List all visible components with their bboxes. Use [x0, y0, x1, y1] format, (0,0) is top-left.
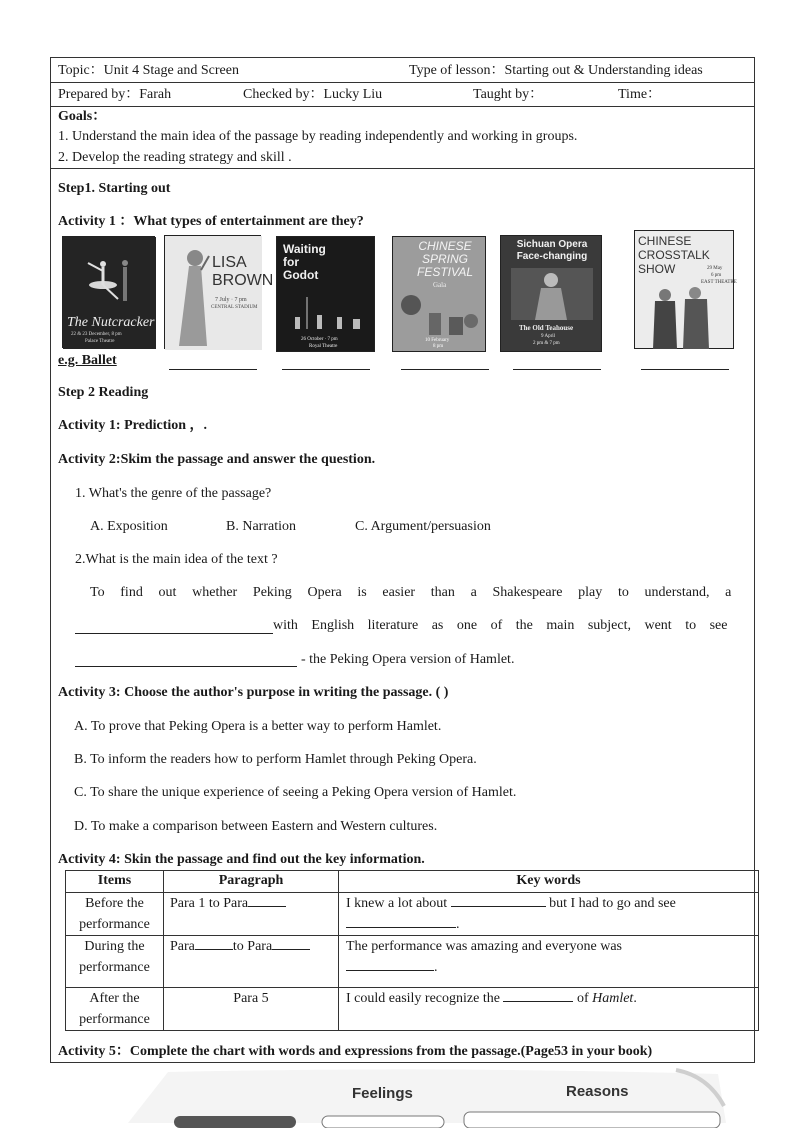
poster-date: 22 & 23 December, 8 pm: [71, 332, 122, 337]
paragraph-cell: [164, 936, 339, 988]
keywords-text: of: [576, 991, 589, 1006]
table-header-row: [66, 871, 759, 893]
keywords-text: .: [633, 991, 637, 1006]
poster-venue: EAST THEATRE: [701, 280, 737, 285]
keywords-cell: [339, 988, 759, 1031]
topic-text: Topic：Unit 4 Stage and Screen: [58, 63, 239, 78]
keywords-cell: [339, 936, 759, 988]
checked-by-text: Checked by：Lucky Liu: [243, 87, 383, 102]
poster-title: LISA BROWN: [212, 254, 274, 289]
answer-blank[interactable]: [75, 633, 273, 634]
poster-venue: Palace Theatre: [85, 339, 115, 344]
item-line: During the: [84, 939, 145, 954]
item-line: Before the: [85, 896, 144, 911]
paragraph-cell: [164, 988, 339, 1031]
paragraph-text: Para: [170, 939, 195, 954]
option[interactable]: C. To share the unique experience of seeing a Peking Opera version of Hamlet.: [74, 785, 517, 800]
divider: [51, 82, 754, 83]
poster-date: 9 April: [541, 334, 556, 339]
poster-venue: Royal Theatre: [309, 344, 338, 349]
main-idea-line: To find out whether Peking Opera is easier than a Shakespeare play to understand, a: [90, 585, 732, 600]
activity1-title: Activity 1 ：What types of entertainment are they?: [58, 214, 364, 229]
poster-title: Sichuan Opera Face-changing: [516, 239, 588, 262]
poster-date: 26 October · 7 pm: [301, 337, 338, 342]
keywords-text: I could easily recognize the: [346, 991, 500, 1006]
divider: [51, 106, 754, 107]
poster-date: 7 July · 7 pm: [215, 297, 247, 303]
answer-blank[interactable]: [75, 666, 297, 667]
main-idea-line: with English literature as one of the main subject, went to see: [273, 618, 728, 633]
answer-blank[interactable]: [503, 988, 573, 1002]
example-answer: e.g. Ballet: [58, 353, 117, 368]
activity-title: Activity 5：Complete the chart with words and expressions from the passage.(Page53 in your book): [58, 1044, 653, 1059]
step2-title: Step 2 Reading: [58, 385, 149, 400]
column-header: Items: [66, 871, 164, 893]
option[interactable]: A. To prove that Peking Opera is a better way to perform Hamlet.: [74, 719, 442, 734]
item-cell: [66, 893, 164, 936]
answer-blank[interactable]: [346, 914, 456, 928]
item-cell: [66, 936, 164, 988]
activity-title: Activity 4: Skin the passage and find out the key information.: [58, 852, 425, 867]
answer-blank[interactable]: [272, 936, 310, 950]
keywords-text: but I had to go and see: [549, 896, 676, 911]
question: 2.What is the main idea of the text ?: [75, 552, 278, 567]
keywords-italic: Hamlet: [592, 991, 634, 1006]
chart-feelings-label: Feelings: [352, 1085, 413, 1102]
worksheet-frame: [50, 57, 755, 1063]
table-row: [66, 988, 759, 1031]
option[interactable]: A. Exposition: [90, 519, 168, 534]
poster-time: 2 pm & 7 pm: [533, 341, 560, 346]
lion-dance-image: [393, 237, 487, 353]
chart-background: [128, 1066, 726, 1123]
lesson-type-text: Type of lesson：Starting out & Understanding ideas: [409, 63, 703, 78]
activity-title: Activity 2:Skim the passage and answer the question.: [58, 452, 376, 467]
option[interactable]: D. To make a comparison between Eastern and Western cultures.: [74, 819, 438, 834]
poster-title: CHINESE CROSSTALK SHOW: [638, 234, 710, 276]
activity-title: Activity 3: Choose the author's purpose in writing the passage. ( ): [58, 685, 449, 700]
item-line: performance: [79, 1012, 150, 1027]
item-line: performance: [79, 917, 150, 932]
answer-blank[interactable]: [401, 369, 489, 370]
key-info-table: [65, 870, 759, 1031]
poster-lisa-brown: [164, 235, 274, 349]
goals-title: Goals：: [58, 109, 107, 124]
poster-time: 6 pm: [711, 273, 722, 278]
keywords-text: .: [434, 960, 438, 975]
keywords-text: I knew a lot about: [346, 896, 448, 911]
option[interactable]: B. To inform the readers how to perform Hamlet through Peking Opera.: [74, 752, 477, 767]
keywords-text: .: [456, 917, 460, 932]
keywords-text: The performance was amazing and everyone was: [346, 939, 622, 954]
poster-sichuan-opera: [500, 235, 602, 352]
poster-venue: The Old Teahouse: [519, 324, 574, 332]
poster-waiting-for-godot: [276, 236, 375, 352]
stage-actors-image: [277, 237, 376, 353]
step1-title: Step1. Starting out: [58, 181, 171, 196]
poster-crosstalk: [634, 230, 737, 349]
item-line: After the: [89, 991, 140, 1006]
column-header: Paragraph: [164, 871, 339, 893]
question: 1. What's the genre of the passage?: [75, 486, 272, 501]
poster-time: 8 pm: [433, 344, 444, 349]
answer-blank[interactable]: [641, 369, 729, 370]
crosstalk-performers-image: [635, 231, 735, 350]
goal-item: 2. Develop the reading strategy and skill .: [58, 150, 292, 165]
time-text: Time：: [618, 87, 662, 102]
poster-title: The Nutcracker: [67, 315, 155, 330]
poster-title: CHINESE SPRING FESTIVAL: [416, 239, 474, 279]
divider: [51, 168, 754, 169]
feelings-reasons-chart-image: [128, 1066, 726, 1123]
table-row: [66, 936, 759, 988]
goal-item: 1. Understand the main idea of the passage by reading independently and working in groups.: [58, 129, 578, 144]
item-cell: [66, 988, 164, 1031]
poster-date: 10 February: [425, 338, 450, 343]
poster-title: Waiting for Godot: [283, 242, 326, 282]
answer-blank[interactable]: [451, 893, 546, 907]
paragraph-cell: [164, 893, 339, 936]
chart-reasons-label: Reasons: [566, 1083, 629, 1100]
answer-blank[interactable]: [513, 369, 601, 370]
answer-blank[interactable]: [195, 936, 233, 950]
poster-subtitle: Gala: [433, 281, 447, 289]
answer-blank[interactable]: [346, 957, 434, 971]
activity-title: Activity 1: Prediction ，.: [58, 418, 208, 433]
paragraph-text: to Para: [232, 939, 273, 954]
column-header: Key words: [339, 871, 759, 893]
answer-blank[interactable]: [248, 893, 286, 907]
option[interactable]: C. Argument/persuasion: [355, 519, 491, 534]
answer-blank[interactable]: [282, 369, 370, 370]
prepared-by-text: Prepared by：Farah: [58, 87, 172, 102]
poster-date: 29 May: [707, 266, 723, 271]
option[interactable]: B. Narration: [226, 519, 296, 534]
poster-venue: CENTRAL STADIUM: [211, 305, 258, 310]
poster-spring-festival: [392, 236, 486, 352]
paragraph-text: Para 1 to Para: [170, 896, 249, 911]
table-row: [66, 893, 759, 936]
keywords-cell: [339, 893, 759, 936]
paragraph-text: Para 5: [233, 991, 269, 1006]
main-idea-line: - the Peking Opera version of Hamlet.: [301, 652, 515, 667]
taught-by-text: Taught by：: [473, 87, 544, 102]
poster-nutcracker: [62, 236, 155, 348]
answer-blank[interactable]: [169, 369, 257, 370]
item-line: performance: [79, 960, 150, 975]
